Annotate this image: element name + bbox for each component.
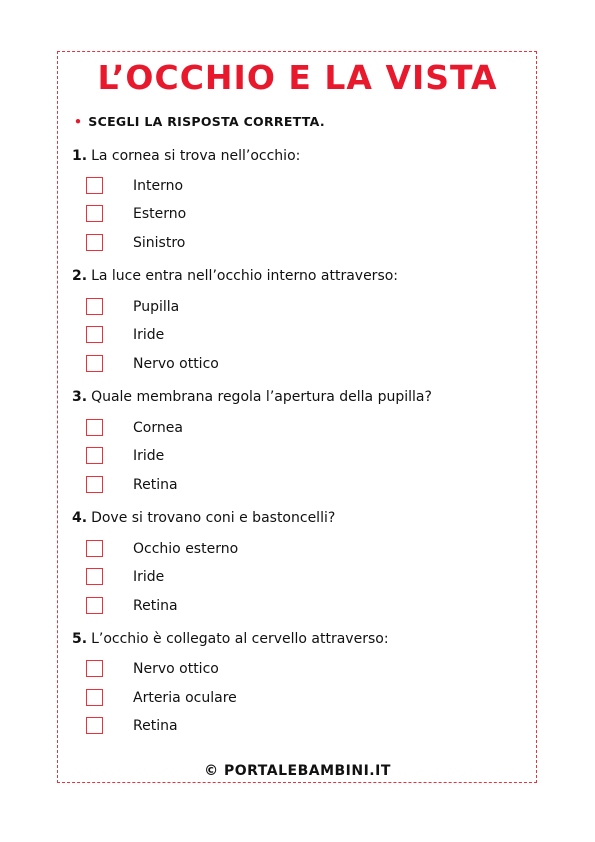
question-text: La luce entra nell’occhio interno attraverso:: [91, 268, 399, 284]
checkbox[interactable]: [86, 205, 103, 222]
checkbox[interactable]: [86, 298, 103, 315]
option-label: Cornea: [133, 420, 183, 436]
question-number: 3.: [72, 389, 88, 405]
instruction-text: SCEGLI LA RISPOSTA CORRETTA.: [88, 114, 325, 129]
option-label: Iride: [133, 448, 165, 464]
question-text: L’occhio è collegato al cervello attraverso:: [91, 631, 389, 647]
question-text: La cornea si trova nell’occhio:: [91, 148, 301, 164]
option-label: Interno: [133, 178, 184, 194]
option-label: Nervo ottico: [133, 661, 219, 677]
option-label: Retina: [133, 718, 178, 734]
question-number: 5.: [72, 631, 88, 647]
checkbox[interactable]: [86, 447, 103, 464]
question-1: [72, 148, 300, 164]
option-label: Pupilla: [133, 299, 180, 315]
question-number: 4.: [72, 510, 88, 526]
copyright-footer: © PORTALEBAMBINI.IT: [204, 763, 391, 779]
question-2: [72, 268, 398, 284]
checkbox[interactable]: [86, 326, 103, 343]
option-label: Sinistro: [133, 235, 186, 251]
option-label: Esterno: [133, 206, 187, 222]
question-4: [72, 510, 335, 526]
question-5: [72, 631, 389, 647]
checkbox[interactable]: [86, 476, 103, 493]
bullet-icon: •: [74, 114, 83, 129]
checkbox[interactable]: [86, 540, 103, 557]
question-3: [72, 389, 432, 405]
instruction: [74, 114, 325, 129]
checkbox[interactable]: [86, 419, 103, 436]
question-text: Dove si trovano coni e bastoncelli?: [91, 510, 336, 526]
checkbox[interactable]: [86, 689, 103, 706]
option-label: Nervo ottico: [133, 356, 219, 372]
question-number: 2.: [72, 268, 88, 284]
page-title: L’OCCHIO E LA VISTA: [97, 58, 498, 97]
option-label: Retina: [133, 477, 178, 493]
option-label: Occhio esterno: [133, 541, 239, 557]
option-label: Retina: [133, 598, 178, 614]
option-label: Arteria oculare: [133, 690, 237, 706]
checkbox[interactable]: [86, 177, 103, 194]
checkbox[interactable]: [86, 717, 103, 734]
option-label: Iride: [133, 327, 165, 343]
checkbox[interactable]: [86, 234, 103, 251]
question-number: 1.: [72, 148, 88, 164]
checkbox[interactable]: [86, 355, 103, 372]
checkbox[interactable]: [86, 660, 103, 677]
checkbox[interactable]: [86, 568, 103, 585]
option-label: Iride: [133, 569, 165, 585]
checkbox[interactable]: [86, 597, 103, 614]
question-text: Quale membrana regola l’apertura della pupilla?: [91, 389, 432, 405]
